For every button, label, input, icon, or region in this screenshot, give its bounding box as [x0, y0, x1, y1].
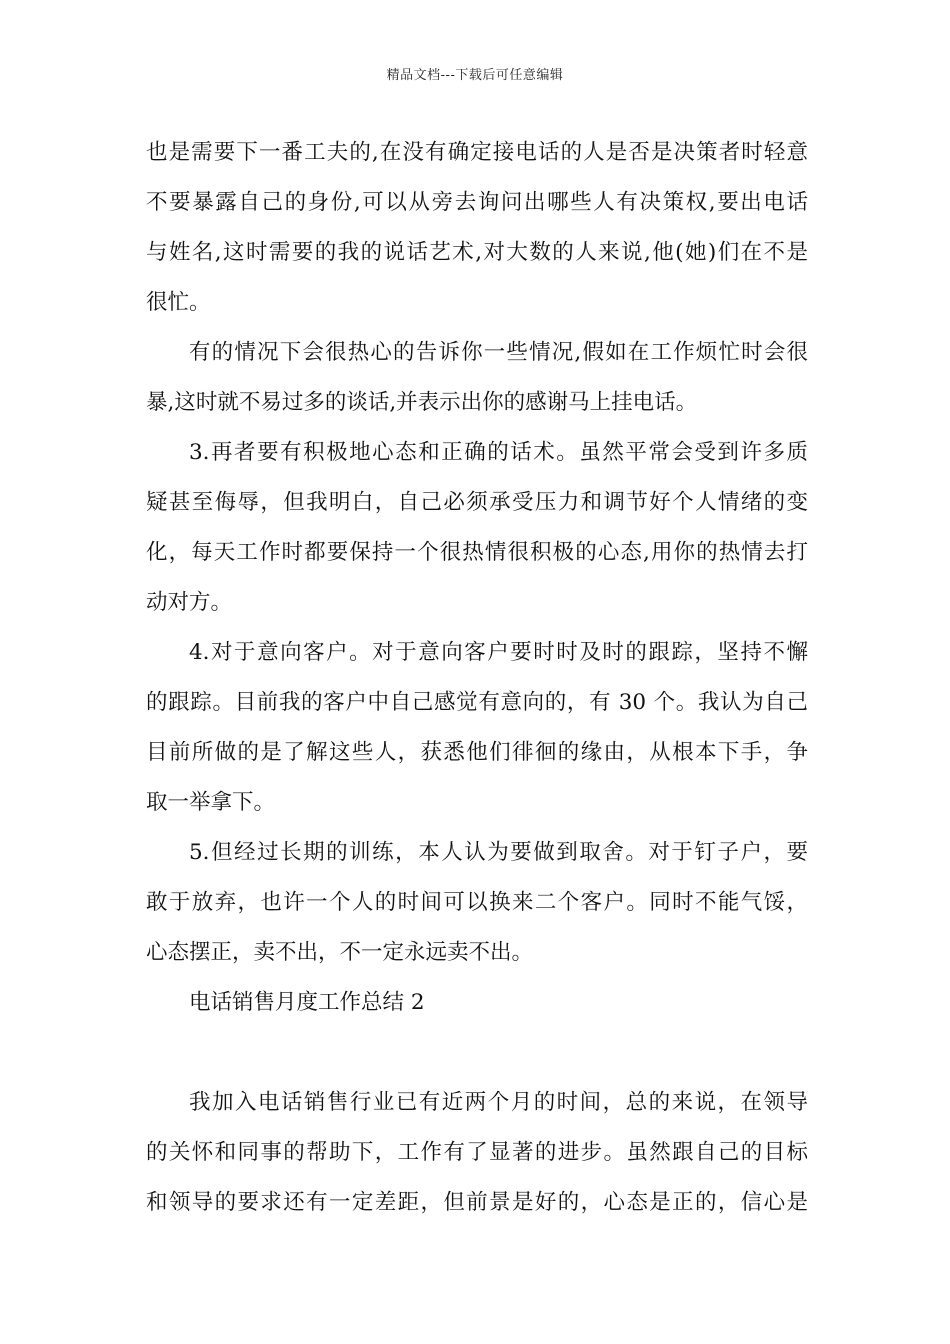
text-line: 4.对于意向客户。对于意向客户要时时及时的跟踪，坚持不懈	[189, 640, 808, 665]
text-line: 我加入电话销售行业已有近两个月的时间，总的来说，在领导	[189, 1090, 808, 1115]
text-line: 和领导的要求还有一定差距，但前景是好的，心态是正的，信心是	[146, 1190, 808, 1215]
text-line: 疑甚至侮辱，但我明白，自己必须承受压力和调节好个人情绪的变	[146, 490, 808, 515]
document-body	[146, 128, 808, 1228]
text-line: 5.但经过长期的训练，本人认为要做到取舍。对于钉子户，要	[189, 840, 808, 865]
text-line: 目前所做的是了解这些人，获悉他们徘徊的缘由，从根本下手，争	[146, 740, 808, 765]
text-line: 暴,这时就不易过多的谈话,并表示出你的感谢马上挂电话。	[146, 390, 698, 415]
section-heading: 电话销售月度工作总结 2	[189, 990, 425, 1015]
text-line: 的跟踪。目前我的客户中自己感觉有意向的，有 30 个。我认为自己	[146, 690, 808, 715]
text-line: 化，每天工作时都要保持一个很热情很积极的心态,用你的热情去打	[146, 540, 808, 565]
text-line: 敢于放弃，也许一个人的时间可以换来二个客户。同时不能气馁，	[146, 890, 808, 915]
page-header: 精品文档---下载后可任意编辑	[386, 68, 564, 83]
text-line: 的关怀和同事的帮助下，工作有了显著的进步。虽然跟自己的目标	[146, 1140, 808, 1165]
text-line: 有的情况下会很热心的告诉你一些情况,假如在工作烦忙时会很	[189, 340, 808, 365]
text-line: 心态摆正，卖不出，不一定永远卖不出。	[146, 940, 534, 965]
blank-line	[146, 1028, 808, 1078]
text-line: 动对方。	[146, 590, 233, 615]
text-line: 与姓名,这时需要的我的说话艺术,对大数的人来说,他(她)们在不是	[146, 240, 808, 265]
text-line: 不要暴露自己的身份,可以从旁去询问出哪些人有决策权,要出电话	[146, 190, 808, 215]
text-line: 也是需要下一番工夫的,在没有确定接电话的人是否是决策者时轻意	[146, 140, 808, 165]
text-line: 取一举拿下。	[146, 790, 276, 815]
text-line: 3.再者要有积极地心态和正确的话术。虽然平常会受到许多质	[189, 440, 808, 465]
text-line: 很忙。	[146, 290, 211, 315]
